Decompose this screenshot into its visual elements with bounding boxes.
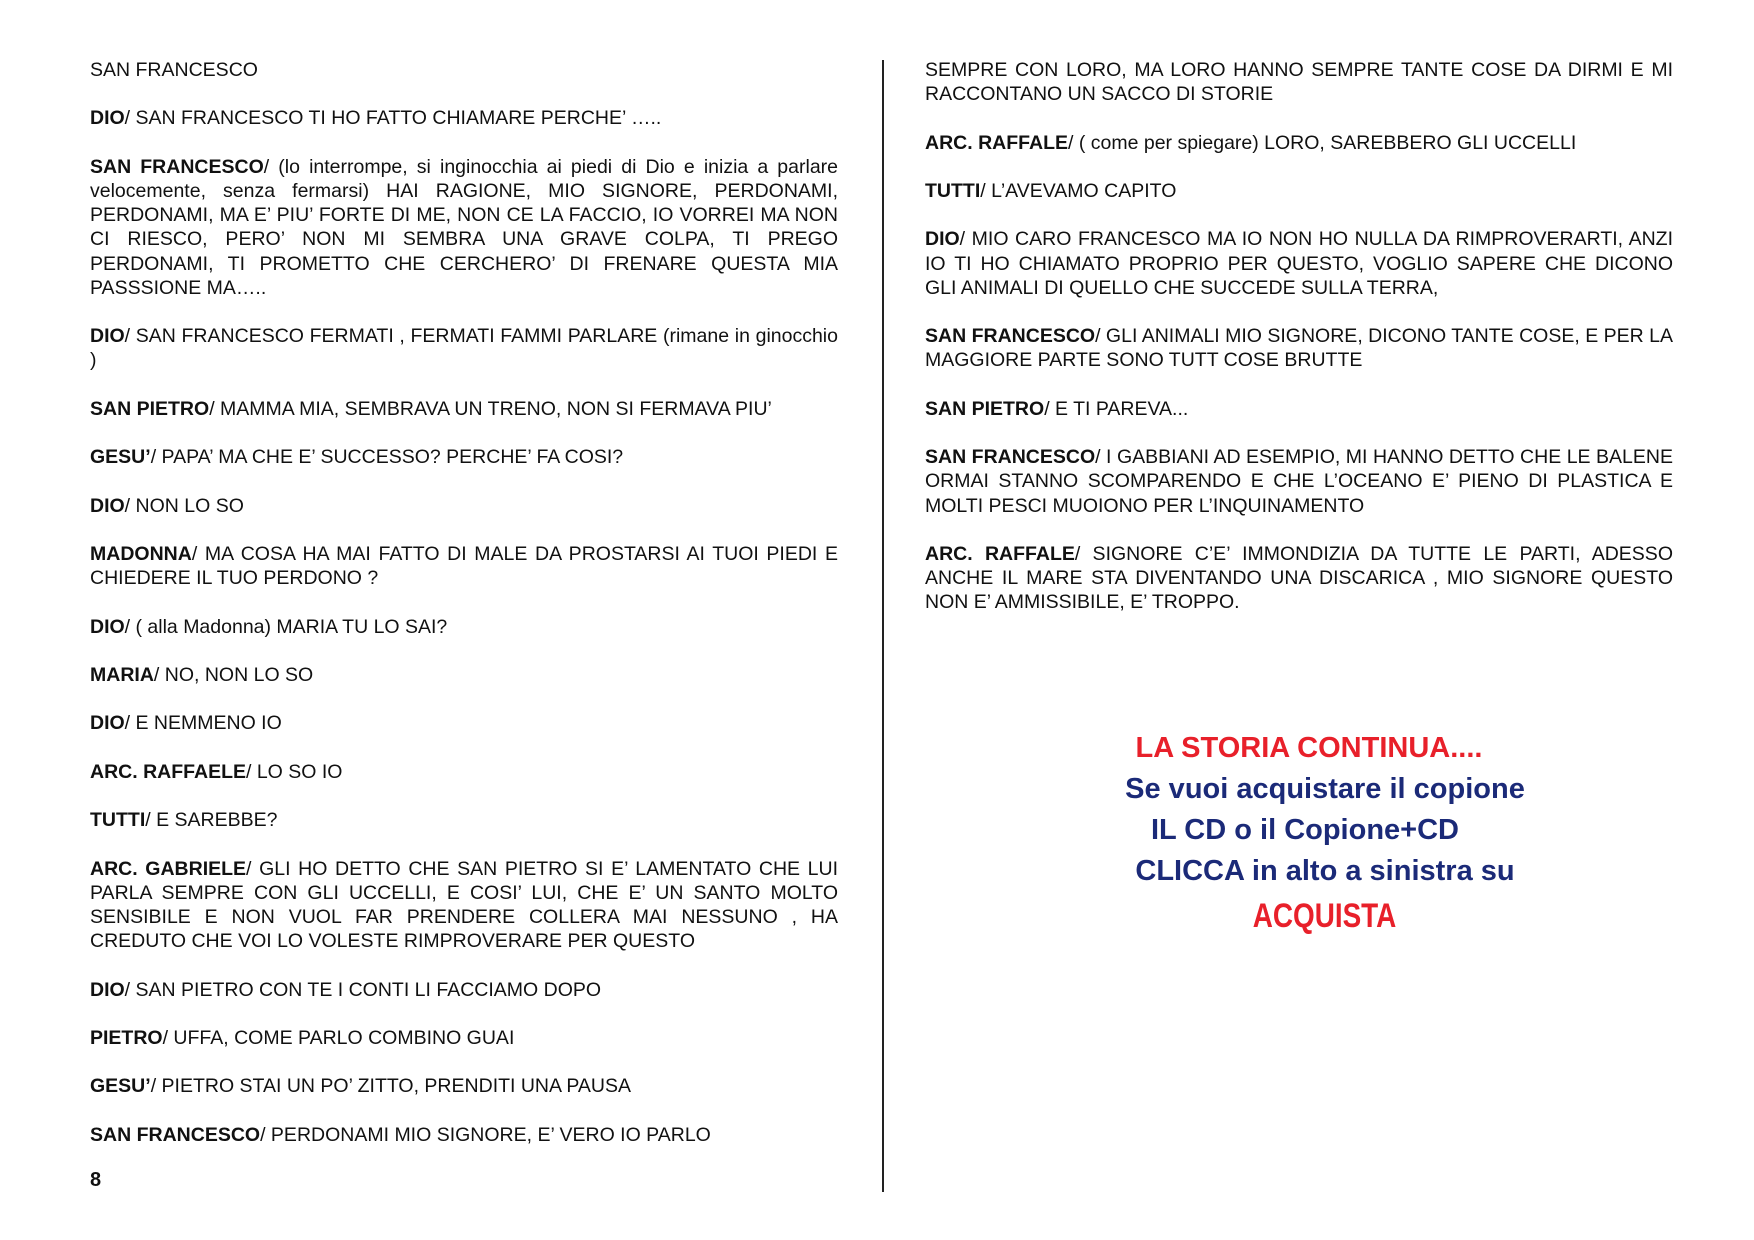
script-line xyxy=(90,857,838,954)
dialogue-text: SEMPRE CON LORO, MA LORO HANNO SEMPRE TANTE COSE DA DIRMI E MI RACCONTANO UN SACCO DI STORIE xyxy=(925,59,1673,106)
left-column xyxy=(90,58,838,1171)
speaker-name: DIO xyxy=(90,978,125,1001)
script-line xyxy=(925,542,1673,615)
speaker-name: SAN PIETRO xyxy=(925,397,1045,420)
speaker-name: GESU’ xyxy=(90,446,151,469)
script-line xyxy=(90,1123,838,1147)
speaker-name: MADONNA xyxy=(90,542,192,565)
dialogue-text: / ( alla Madonna) MARIA TU LO SAI? xyxy=(124,615,448,638)
right-column xyxy=(925,58,1673,639)
speaker-name: SAN FRANCESCO xyxy=(90,155,264,178)
speaker-name: SAN FRANCESCO xyxy=(925,446,1096,469)
script-line xyxy=(90,1026,838,1050)
promo-line: Se vuoi acquistare il copione xyxy=(1125,773,1525,805)
dialogue-text: / NO, NON LO SO xyxy=(153,663,314,686)
page-number: 8 xyxy=(90,1169,102,1191)
script-line xyxy=(90,397,838,421)
script-line xyxy=(90,808,838,832)
speaker-name: PIETRO xyxy=(90,1026,163,1049)
speaker-name: MARIA xyxy=(90,663,154,686)
speaker-name: DIO xyxy=(90,325,125,348)
speaker-name: DIO xyxy=(90,494,125,517)
dialogue-text: / PERDONAMI MIO SIGNORE, E’ VERO IO PARLO xyxy=(260,1123,711,1146)
dialogue-text: / SAN PIETRO CON TE I CONTI LI FACCIAMO DOPO xyxy=(124,978,602,1001)
dialogue-text: / PIETRO STAI UN PO’ ZITTO, PRENDITI UNA PAUSA xyxy=(150,1075,632,1098)
dialogue-text: / SAN FRANCESCO FERMATI , FERMATI FAMMI PARLARE (rimane in ginocchio ) xyxy=(90,325,838,372)
dialogue-text: / (lo interrompe, si inginocchia ai piedi di Dio e inizia a parlare velocemente, senza fermarsi) HAI RAGIONE, MIO SIGNORE, PERDONAMI, PERDONAMI, MA E’ PIU’ FORTE DI ME, NON CE LA FACCIO, IO VORREI MA NON CI RIESCO, PERO’ NON MI SEMBRA UNA GRAVE COLPA, TI PREGO PERDONAMI, TI PROMETTO CHE CERCHERO’ DI FRENARE QUESTA MIA PASSSIONE MA….. xyxy=(90,155,839,299)
dialogue-text: / E NEMMENO IO xyxy=(124,712,282,735)
promo-line: IL CD o il Copione+CD xyxy=(1151,814,1459,846)
acquista-link[interactable]: ACQUISTA xyxy=(1253,897,1397,935)
script-line xyxy=(90,324,838,372)
script-line xyxy=(925,58,1673,106)
speaker-name: SAN FRANCESCO xyxy=(925,325,1096,348)
script-line xyxy=(925,227,1673,300)
script-line xyxy=(90,615,838,639)
speaker-name: ARC. RAFFAELE xyxy=(90,760,246,783)
dialogue-text: / SAN FRANCESCO TI HO FATTO CHIAMARE PERCHE’ ….. xyxy=(124,107,662,130)
script-line xyxy=(925,397,1673,421)
dialogue-text: / PAPA’ MA CHE E’ SUCCESSO? PERCHE’ FA COSI? xyxy=(150,446,624,469)
script-line xyxy=(90,155,838,300)
dialogue-text: / MA COSA HA MAI FATTO DI MALE DA PROSTARSI AI TUOI PIEDI E CHIEDERE IL TUO PERDONO ? xyxy=(90,542,838,590)
speaker-name: GESU’ xyxy=(90,1075,151,1098)
purchase-banner[interactable] xyxy=(1030,728,1620,939)
promo-headline: LA STORIA CONTINUA.... xyxy=(1135,732,1483,764)
dialogue-text: / ( come per spiegare) LORO, SAREBBERO GLI UCCELLI xyxy=(1068,131,1577,154)
dialogue-text: / GLI ANIMALI MIO SIGNORE, DICONO TANTE COSE, E PER LA MAGGIORE PARTE SONO TUTT COSE BRUTTE xyxy=(925,325,1673,372)
speaker-name: DIO xyxy=(90,615,125,638)
script-line xyxy=(90,978,838,1002)
script-line xyxy=(90,542,838,590)
promo-line: CLICCA in alto a sinistra su xyxy=(1135,855,1515,887)
speaker-name: ARC. GABRIELE xyxy=(90,857,247,880)
script-line xyxy=(925,131,1673,155)
speaker-name: DIO xyxy=(90,107,125,130)
dialogue-text: / L’AVEVAMO CAPITO xyxy=(980,179,1177,202)
script-line xyxy=(90,494,838,518)
dialogue-text: / E SAREBBE? xyxy=(145,809,278,832)
script-line xyxy=(90,1074,838,1098)
script-line xyxy=(925,179,1673,203)
script-line xyxy=(90,760,838,784)
script-line xyxy=(925,445,1673,518)
script-line xyxy=(90,663,838,687)
speaker-name: ARC. RAFFALE xyxy=(925,542,1075,565)
speaker-name: DIO xyxy=(925,228,960,251)
speaker-name: SAN FRANCESCO xyxy=(90,1123,261,1146)
script-line xyxy=(90,711,838,735)
dialogue-text: / NON LO SO xyxy=(124,494,244,517)
dialogue-text: / I GABBIANI AD ESEMPIO, MI HANNO DETTO CHE LE BALENE ORMAI STANNO SCOMPARENDO E CHE L’OCEANO E’ PIENO DI PLASTICA E MOLTI PESCI MUOIONO PER L’INQUINAMENTO xyxy=(925,446,1673,517)
dialogue-text: / GLI HO DETTO CHE SAN PIETRO SI E’ LAMENTATO CHE LUI PARLA SEMPRE CON GLI UCCELLI, E COSI’ LUI, CHE E’ UN SANTO MOLTO SENSIBILE E NON VUOL FAR PRENDERE COLLERA MAI NESSUNO , HA CREDUTO CHE VOI LO VOLESTE RIMPROVERARE PER QUESTO xyxy=(90,857,838,953)
speaker-name: DIO xyxy=(90,712,125,735)
dialogue-text: SAN FRANCESCO xyxy=(90,59,258,81)
column-divider xyxy=(882,60,884,1192)
speaker-name: SAN PIETRO xyxy=(90,397,210,420)
speaker-name: ARC. RAFFALE xyxy=(925,131,1068,154)
script-line xyxy=(90,445,838,469)
dialogue-text: / LO SO IO xyxy=(246,760,343,783)
script-line xyxy=(925,324,1673,372)
script-line xyxy=(90,106,838,130)
dialogue-text: / MIO CARO FRANCESCO MA IO NON HO NULLA DA RIMPROVERARTI, ANZI IO TI HO CHIAMATO PROPRIO PER QUESTO, VOGLIO SAPERE CHE DICONO GLI ANIMALI DI QUELLO CHE SUCCEDE SULLA TERRA, xyxy=(925,228,1673,299)
speaker-name: TUTTI xyxy=(90,809,146,832)
dialogue-text: / MAMMA MIA, SEMBRAVA UN TRENO, NON SI FERMAVA PIU’ xyxy=(209,397,772,420)
dialogue-text: / UFFA, COME PARLO COMBINO GUAI xyxy=(162,1026,515,1049)
script-line xyxy=(90,58,838,82)
dialogue-text: / SIGNORE C’E’ IMMONDIZIA DA TUTTE LE PARTI, ADESSO ANCHE IL MARE STA DIVENTANDO UNA DISCARICA , MIO SIGNORE QUESTO NON E’ AMMISSIBILE, E’ TROPPO. xyxy=(925,542,1673,614)
dialogue-text: / E TI PAREVA... xyxy=(1044,397,1189,420)
speaker-name: TUTTI xyxy=(925,179,981,202)
